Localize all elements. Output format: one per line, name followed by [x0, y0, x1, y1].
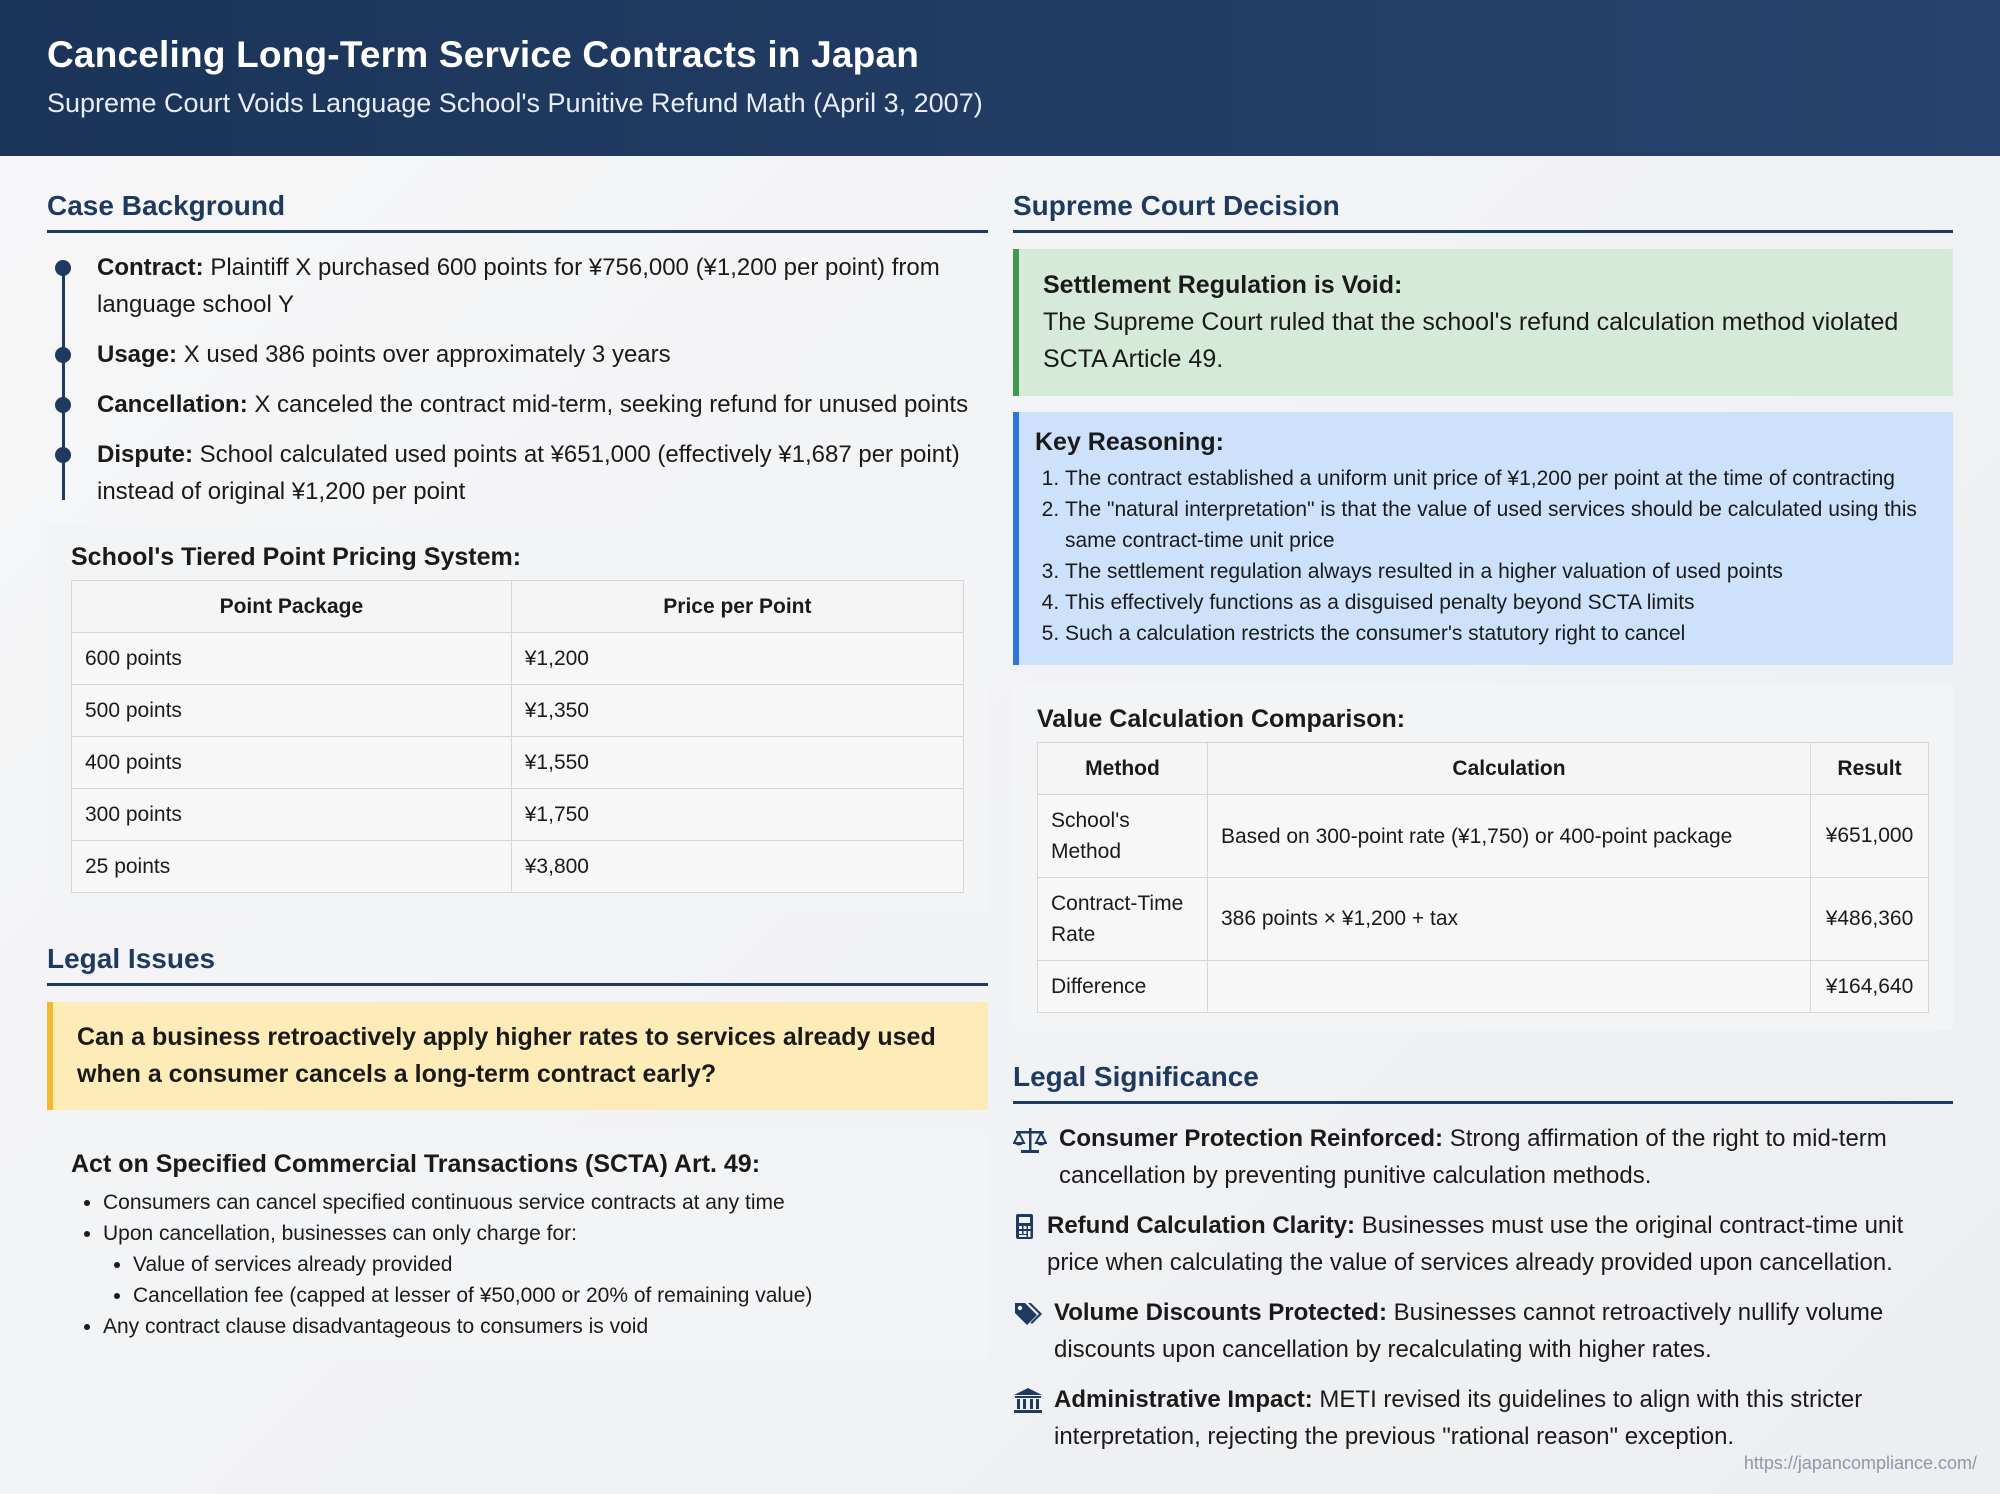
- list-item: 5. Such a calculation restricts the consumer's statutory right to cancel: [1065, 618, 1937, 649]
- decision-heading: Supreme Court Decision: [1013, 190, 1953, 233]
- column-header: Calculation: [1208, 743, 1811, 795]
- table-header-row: [1038, 743, 1929, 795]
- pricing-panel: [47, 523, 988, 911]
- case-background-heading: Case Background: [47, 190, 988, 233]
- column-header: Method: [1038, 743, 1208, 795]
- timeline-item-cancellation: Cancellation: X canceled the contract mid-term, seeking refund for unused points: [97, 386, 988, 423]
- calculator-icon: [1013, 1213, 1037, 1241]
- pricing-table: [71, 580, 964, 893]
- significance-item-consumer-protection: Consumer Protection Reinforced: Strong affirmation of the right to mid-term cancellation by preventing punitive calculation methods.: [1013, 1120, 1953, 1194]
- scta-list: [71, 1187, 964, 1342]
- timeline-item-contract: Contract: Plaintiff X purchased 600 points for ¥756,000 (¥1,200 per point) from language school Y: [97, 249, 988, 323]
- table-row: 400 points ¥1,550: [72, 737, 964, 789]
- list-item: • Any contract clause disadvantageous to consumers is void: [103, 1311, 964, 1342]
- list-item: 1. The contract established a uniform unit price of ¥1,200 per point at the time of contracting: [1065, 463, 1937, 494]
- comparison-title: Value Calculation Comparison:: [1037, 705, 1406, 733]
- column-header: Result: [1811, 743, 1929, 795]
- page-subtitle: Supreme Court Voids Language School's Punitive Refund Math (April 3, 2007): [47, 88, 983, 118]
- left-column: [47, 190, 988, 1360]
- settlement-void-callout: [1013, 249, 1953, 396]
- significance-item-administrative-impact: Administrative Impact: METI revised its guidelines to align with this stricter interpretation, rejecting the previous "rational reason" exception.: [1013, 1381, 1953, 1455]
- column-header: Point Package: [72, 581, 512, 633]
- column-header: Price per Point: [511, 581, 963, 633]
- table-row: Difference ¥164,640: [1038, 961, 1929, 1013]
- settlement-title: Settlement Regulation is Void:: [1043, 271, 1403, 299]
- list-item: 2. The "natural interpretation" is that the value of used services should be calculated using this same contract-time unit price: [1065, 494, 1937, 556]
- table-header-row: [72, 581, 964, 633]
- timeline-dot: [55, 397, 71, 413]
- pricing-title: School's Tiered Point Pricing System:: [71, 543, 522, 571]
- tags-icon: [1013, 1300, 1043, 1328]
- timeline-item-dispute: Dispute: School calculated used points at ¥651,000 (effectively ¥1,687 per point) instead of original ¥1,200 per point: [97, 436, 988, 510]
- list-item: • Value of services already provided: [133, 1249, 964, 1280]
- right-column: [1013, 190, 1953, 1468]
- legal-significance-heading: Legal Significance: [1013, 1061, 1953, 1104]
- reasoning-title: Key Reasoning:: [1035, 428, 1224, 456]
- legal-issues-heading: Legal Issues: [47, 943, 988, 986]
- comparison-panel: [1013, 685, 1953, 1031]
- significance-item-volume-discounts: Volume Discounts Protected: Businesses cannot retroactively nullify volume discounts upon cancellation by recalculating with higher rates.: [1013, 1294, 1953, 1368]
- timeline-item-usage: Usage: X used 386 points over approximately 3 years: [97, 336, 988, 373]
- scta-sublist: [103, 1249, 964, 1311]
- list-item: • Consumers can cancel specified continuous service contracts at any time: [103, 1187, 964, 1218]
- list-item: • Upon cancellation, businesses can only charge for: • Value of services already provided • Cancellation fee (capped at lesser of ¥50,000 or 20% of remaining value): [103, 1218, 964, 1311]
- timeline-dot: [55, 447, 71, 463]
- timeline-dot: [55, 347, 71, 363]
- list-item: • Cancellation fee (capped at lesser of ¥50,000 or 20% of remaining value): [133, 1280, 964, 1311]
- significance-item-refund-clarity: Refund Calculation Clarity: Businesses must use the original contract-time unit price when calculating the value of services already provided upon cancellation.: [1013, 1207, 1953, 1281]
- table-row: 600 points ¥1,200: [72, 633, 964, 685]
- case-timeline: [47, 249, 988, 510]
- table-row: 25 points ¥3,800: [72, 841, 964, 893]
- table-row: 300 points ¥1,750: [72, 789, 964, 841]
- timeline-dot: [55, 260, 71, 276]
- scta-title: Act on Specified Commercial Transactions (SCTA) Art. 49:: [71, 1150, 761, 1178]
- list-item: 3. The settlement regulation always resulted in a higher valuation of used points: [1065, 556, 1937, 587]
- page-header: [0, 0, 2000, 156]
- significance-list: [1013, 1120, 1953, 1455]
- legal-question-callout: Can a business retroactively apply higher rates to services already used when a consumer cancels a long-term contract early?: [47, 1002, 988, 1110]
- scta-panel: [47, 1134, 988, 1360]
- footer-url: https://japancompliance.com/: [1743, 1453, 1977, 1473]
- list-item: 4. This effectively functions as a disguised penalty beyond SCTA limits: [1065, 587, 1937, 618]
- reasoning-list: [1035, 463, 1937, 649]
- comparison-table: [1037, 742, 1929, 1013]
- key-reasoning-callout: [1013, 412, 1953, 665]
- table-row: School's Method Based on 300-point rate (¥1,750) or 400-point package ¥651,000: [1038, 795, 1929, 878]
- table-row: Contract-Time Rate 386 points × ¥1,200 + tax ¥486,360: [1038, 878, 1929, 961]
- table-row: 500 points ¥1,350: [72, 685, 964, 737]
- page-title: Canceling Long-Term Service Contracts in Japan: [47, 34, 920, 75]
- settlement-text: The Supreme Court ruled that the school's refund calculation method violated SCTA Article 49.: [1043, 308, 1899, 373]
- balance-scale-icon: [1013, 1126, 1047, 1154]
- landmark-icon: [1013, 1387, 1043, 1415]
